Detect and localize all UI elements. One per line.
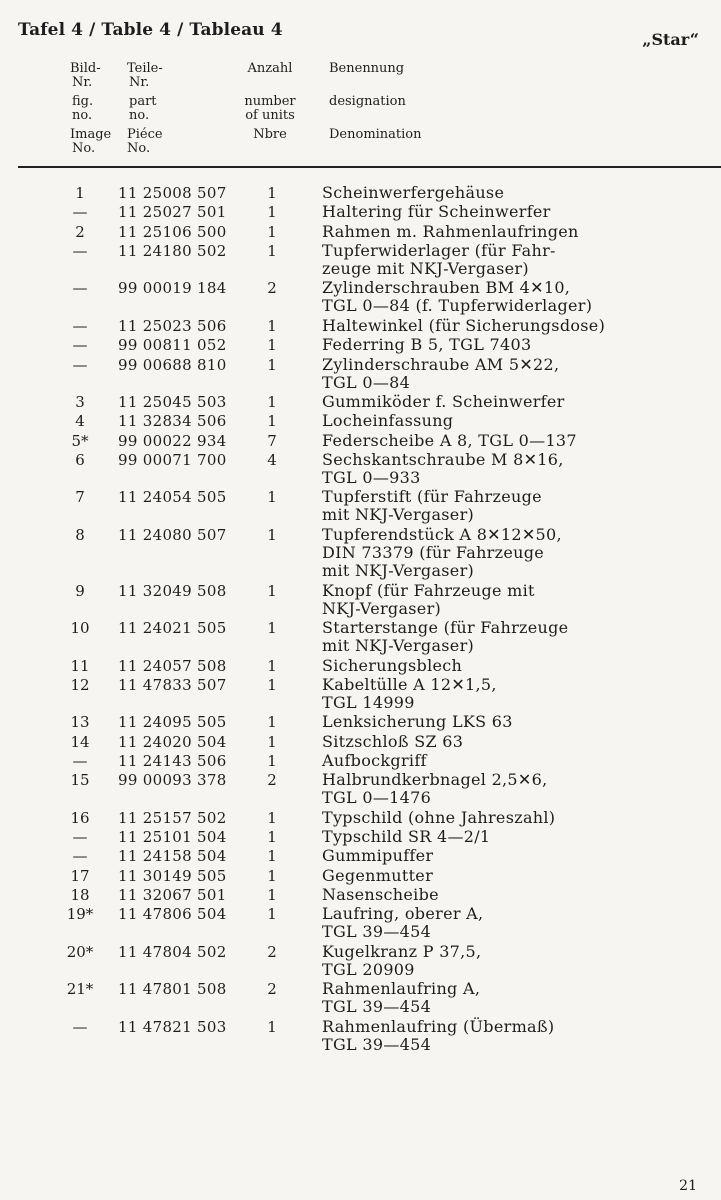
part-number: 11 25101 504: [118, 828, 227, 847]
designation-line: Haltering für Scheinwerfer: [322, 202, 551, 222]
image-number: 4: [75, 412, 85, 431]
part-number: 99 00811 052: [118, 336, 227, 355]
designation-line: Starterstange (für Fahrzeuge: [322, 618, 569, 638]
part-number: 11 24180 502: [118, 241, 227, 260]
image-number: —: [72, 828, 88, 847]
image-number: —: [72, 752, 88, 770]
part-number: 11 32834 506: [118, 412, 227, 431]
designation: [322, 412, 702, 430]
designation-line: Federscheibe A 8, TGL 0—137: [322, 430, 577, 450]
quantity: 1: [267, 241, 277, 260]
designation-line: Halbrundkerbnagel 2,5✕6,: [322, 770, 548, 790]
image-number: 8: [75, 525, 85, 544]
designation: [322, 184, 702, 202]
designation-line: Nasenscheibe: [322, 885, 439, 904]
designation-line: mit NKJ-Vergaser): [322, 505, 475, 525]
designation: [322, 242, 702, 278]
quantity: 1: [267, 1017, 277, 1036]
header-bild: Bild- Nr.: [70, 61, 101, 90]
part-number: 11 47804 502: [118, 942, 227, 961]
designation-line: Federring B 5, TGL 7403: [322, 335, 532, 355]
image-number: 13: [70, 713, 90, 732]
part-number: 11 25008 507: [118, 184, 227, 202]
designation: [322, 828, 702, 846]
image-number: —: [72, 355, 88, 374]
designation-line: Gummiköder f. Scheinwerfer: [322, 392, 565, 411]
designation-line: mit NKJ-Vergaser): [322, 560, 475, 580]
quantity: 1: [267, 808, 277, 827]
designation-line: Tupferwiderlager (für Fahr-: [322, 240, 556, 260]
image-number: 19*: [66, 905, 94, 924]
part-number: 11 24054 505: [118, 488, 227, 507]
designation-line: TGL 39—454: [322, 922, 432, 942]
image-number: 16: [70, 808, 90, 827]
image-number: 18: [70, 886, 90, 904]
designation: [322, 619, 702, 655]
designation-line: Typschild SR 4—2/1: [322, 827, 491, 847]
image-number: —: [72, 203, 88, 222]
part-number: 11 24158 504: [118, 847, 227, 866]
designation: [322, 356, 702, 392]
header-designation: designation: [329, 94, 406, 109]
image-number: 12: [70, 675, 90, 694]
part-number: 11 47821 503: [118, 1017, 227, 1036]
designation-line: Kugelkranz P 37,5,: [322, 941, 482, 961]
designation: [322, 713, 702, 731]
quantity: 1: [267, 619, 277, 638]
part-number: 11 24057 508: [118, 656, 227, 675]
designation: [322, 657, 702, 675]
designation-line: Gummipuffer: [322, 846, 434, 866]
header-teile: Teile- Nr.: [127, 61, 163, 90]
quantity: 1: [267, 752, 277, 770]
designation-line: Scheinwerfergehäuse: [322, 183, 505, 202]
designation: [322, 223, 702, 241]
designation: [322, 847, 702, 865]
model-name: „Star“: [642, 30, 699, 49]
image-number: 10: [70, 619, 90, 638]
designation-line: TGL 39—454: [322, 1034, 432, 1054]
designation-line: Locheinfassung: [322, 411, 454, 431]
designation: [322, 582, 702, 618]
image-number: 3: [75, 393, 85, 411]
designation-line: TGL 14999: [322, 692, 415, 712]
designation-line: Tupferendstück A 8✕12✕50,: [322, 524, 562, 544]
quantity: 1: [267, 713, 277, 732]
designation: [322, 1018, 702, 1054]
designation-line: TGL 0—1476: [322, 788, 432, 808]
quantity: 1: [267, 336, 277, 355]
part-number: 11 47801 508: [118, 980, 227, 999]
designation-line: NKJ-Vergaser): [322, 598, 442, 618]
image-number: 9: [75, 581, 85, 600]
header-fig: fig. no.: [72, 94, 94, 123]
part-number: 11 25023 506: [118, 316, 227, 335]
header-part: part no.: [129, 94, 157, 123]
designation: [322, 203, 702, 221]
designation: [322, 752, 702, 770]
quantity: 1: [267, 393, 277, 411]
part-number: 11 24143 506: [118, 752, 227, 770]
designation-line: mit NKJ-Vergaser): [322, 636, 475, 656]
designation-line: TGL 39—454: [322, 997, 432, 1017]
image-number: 5*: [71, 431, 89, 450]
quantity: 1: [267, 675, 277, 694]
designation-line: Rahmenlaufring (Übermaß): [322, 1016, 555, 1036]
designation-line: Zylinderschraube AM 5✕22,: [322, 354, 560, 374]
quantity: 2: [267, 771, 277, 790]
part-number: 99 00071 700: [118, 450, 227, 469]
part-number: 11 25027 501: [118, 203, 227, 222]
quantity: 1: [267, 732, 277, 751]
designation: [322, 809, 702, 827]
image-number: —: [72, 336, 88, 355]
image-number: 6: [75, 450, 85, 469]
part-number: 11 24080 507: [118, 525, 227, 544]
designation-line: TGL 0—84: [322, 372, 411, 392]
designation-line: Lenksicherung LKS 63: [322, 712, 513, 732]
part-number: 11 25045 503: [118, 393, 227, 411]
image-number: —: [72, 316, 88, 335]
designation: [322, 771, 702, 807]
image-number: 2: [75, 222, 85, 241]
quantity: 1: [267, 203, 277, 222]
image-number: 1: [75, 184, 85, 202]
image-number: 15: [70, 771, 90, 790]
designation-line: Zylinderschrauben BM 4✕10,: [322, 278, 571, 298]
designation-line: TGL 0—84 (f. Tupferwiderlager): [322, 296, 593, 316]
image-number: 11: [70, 656, 90, 675]
image-number: —: [72, 279, 88, 298]
quantity: 4: [267, 450, 277, 469]
part-number: 99 00093 378: [118, 771, 227, 790]
part-number: 99 00019 184: [118, 279, 227, 298]
quantity: 2: [267, 942, 277, 961]
header-image: Image No.: [70, 127, 112, 156]
part-number: 11 30149 505: [118, 866, 227, 885]
quantity: 1: [267, 886, 277, 904]
header-denomination: Denomination: [329, 127, 422, 142]
header-nbre: Nbre: [253, 127, 287, 142]
designation-line: Sitzschloß SZ 63: [322, 731, 464, 751]
part-number: 11 25157 502: [118, 808, 227, 827]
designation: [322, 733, 702, 751]
designation: [322, 317, 702, 335]
quantity: 1: [267, 525, 277, 544]
image-number: 21*: [66, 980, 94, 999]
image-number: 7: [75, 488, 85, 507]
designation-line: Haltewinkel (für Sicherungsdose): [322, 315, 606, 335]
designation-line: Rahmenlaufring A,: [322, 979, 481, 999]
part-number: 99 00688 810: [118, 355, 227, 374]
quantity: 2: [267, 980, 277, 999]
designation: [322, 943, 702, 979]
designation: [322, 451, 702, 487]
part-number: 11 47833 507: [118, 675, 227, 694]
designation-line: TGL 0—933: [322, 467, 421, 487]
image-number: —: [72, 1017, 88, 1036]
designation-line: Gegenmutter: [322, 865, 434, 885]
designation-line: zeuge mit NKJ-Vergaser): [322, 258, 529, 278]
designation: [322, 886, 702, 904]
column-headers: [0, 60, 721, 170]
quantity: 1: [267, 656, 277, 675]
quantity: 1: [267, 488, 277, 507]
header-number-units: number of units: [244, 94, 296, 123]
quantity: 1: [267, 316, 277, 335]
quantity: 1: [267, 222, 277, 241]
designation: [322, 393, 702, 411]
part-number: 11 24020 504: [118, 732, 227, 751]
page-number: 21: [679, 1178, 697, 1194]
part-number: 11 47806 504: [118, 905, 227, 924]
designation-line: Kabeltülle A 12✕1,5,: [322, 674, 497, 694]
quantity: 1: [267, 355, 277, 374]
part-number: 99 00022 934: [118, 431, 227, 450]
designation: [322, 905, 702, 941]
quantity: 1: [267, 581, 277, 600]
image-number: —: [72, 847, 88, 866]
designation: [322, 980, 702, 1016]
page-title: Tafel 4 / Table 4 / Tableau 4: [18, 20, 283, 40]
quantity: 1: [267, 905, 277, 924]
designation-line: Tupferstift (für Fahrzeuge: [322, 487, 542, 507]
designation-line: TGL 20909: [322, 959, 415, 979]
quantity: 1: [267, 828, 277, 847]
header-anzahl: Anzahl: [247, 61, 293, 76]
image-number: 17: [70, 866, 90, 885]
designation-line: Sechskantschraube M 8✕16,: [322, 449, 564, 469]
quantity: 1: [267, 847, 277, 866]
image-number: 14: [70, 732, 90, 751]
designation-line: Aufbockgriff: [322, 751, 427, 770]
designation: [322, 432, 702, 450]
designation-line: Sicherungsblech: [322, 655, 463, 675]
quantity: 1: [267, 412, 277, 431]
designation-line: Laufring, oberer A,: [322, 904, 484, 924]
quantity: 1: [267, 184, 277, 202]
designation-line: Typschild (ohne Jahreszahl): [322, 807, 556, 827]
part-number: 11 24095 505: [118, 713, 227, 732]
quantity: 1: [267, 866, 277, 885]
image-number: —: [72, 241, 88, 260]
part-number: 11 24021 505: [118, 619, 227, 638]
image-number: 20*: [66, 942, 94, 961]
part-number: 11 32067 501: [118, 886, 227, 904]
header-divider: [18, 166, 721, 168]
designation-line: Knopf (für Fahrzeuge mit: [322, 580, 535, 600]
designation: [322, 867, 702, 885]
quantity: 2: [267, 279, 277, 298]
designation: [322, 676, 702, 712]
quantity: 7: [267, 431, 277, 450]
part-number: 11 25106 500: [118, 222, 227, 241]
designation: [322, 279, 702, 315]
header-piece: Piéce No.: [127, 127, 163, 156]
designation-line: DIN 73379 (für Fahrzeuge: [322, 542, 545, 562]
header-benennung: Benennung: [329, 61, 405, 76]
designation: [322, 526, 702, 580]
part-number: 11 32049 508: [118, 581, 227, 600]
designation: [322, 336, 702, 354]
designation: [322, 488, 702, 524]
designation-line: Rahmen m. Rahmenlaufringen: [322, 221, 579, 241]
